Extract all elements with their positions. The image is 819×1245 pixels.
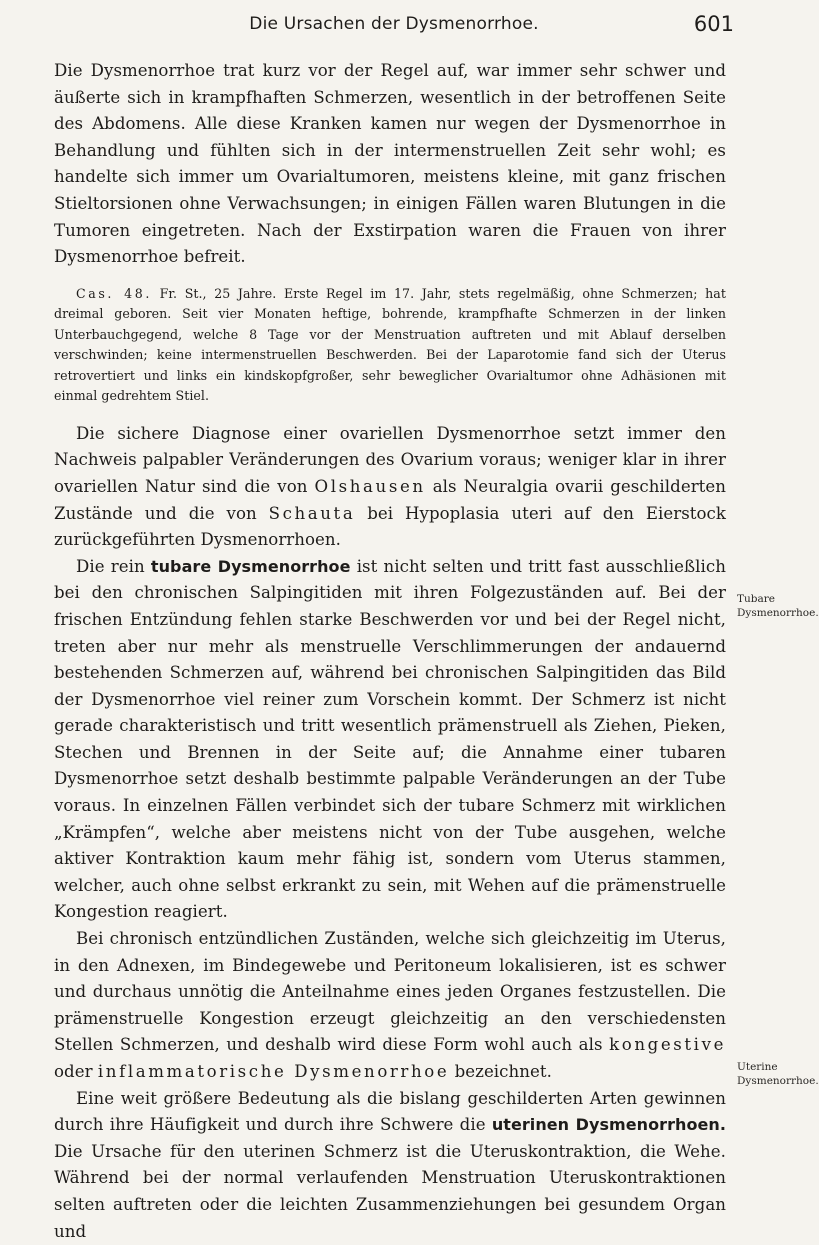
author-olshausen: Olshausen	[314, 476, 426, 496]
term-inflammatorische: inflammatorische Dysmenorrhoe	[97, 1062, 450, 1081]
running-header	[54, 14, 734, 42]
margin-note-tubare: Tubare Dysmenorrhoe.	[737, 593, 819, 619]
paragraph-tubal-dysmenorrhea: Die rein tubare Dysmenorrhoe ist nicht selten und tritt fast ausschließlich bei den chronischen Salpingitiden mit ihren Folgezuständen auf. Bei der frischen Entzündung fehlen starke Beschwerden vor und bei der Regel nicht, treten aber nur mehr als menstruelle Verschlimmerungen der andauernd bestehenden Schmerzen auf, während bei chronischen Salpingitiden das Bild der Dysmenorrhoe viel reiner zum Vorschein kommt. Der Schmerz ist nicht gerade charakteristisch und tritt wesentlich prämenstruell als Ziehen, Pieken, Stechen und Brennen in der Seite auf; die Annahme einer tubaren Dysmenorrhoe setzt deshalb bestimmte palpable Veränderungen an der Tube voraus. In einzelnen Fällen verbindet sich der tubare Schmerz mit wirklichen „Krämpfen“, welche aber meistens nicht von der Tube ausgehen, welche aktiver Kontraktion kaum mehr fähig ist, sondern vom Uterus stammen, welcher, auch ohne selbst erkrankt zu sein, mit Wehen auf die prämenstruelle Kongestion reagiert.	[54, 556, 726, 922]
term-tubare-dysmenorrhoe: tubare Dysmenorrhoe	[150, 556, 351, 576]
case-report-48	[54, 284, 726, 407]
paragraph-uterine-dysmenorrhea: Eine weit größere Bedeutung als die bislang geschilderten Arten gewinnen durch ihre Häufigkeit und durch ihre Schwere die uterinen Dysmenorrhoen. Die Ursache für den uterinen Schmerz ist die Uteruskontraktion, die Wehe. Während bei der normal verlaufenden Menstruation Uteruskontraktionen selten auftreten oder die leichten Zusammenziehungen bei gesundem Organ und	[54, 1088, 726, 1241]
term-kongestive: kongestive	[609, 1035, 726, 1055]
paragraph-ovarian-diagnosis: Die sichere Diagnose einer ovariellen Dysmenorrhoe setzt immer den Nachweis palpabler Veränderungen des Ovarium voraus; weniger klar in ihrer ovariellen Natur sind die von Olshausen als Neuralgia ovarii geschilderten Zustände und die von Schauta bei Hypoplasia uteri auf den Eierstock zurückgeführten Dysmenorrhoen.	[54, 423, 726, 550]
paragraph-ovarial-tumors: Die Dysmenorrhoe trat kurz vor der Regel auf, war immer sehr schwer und äußerte sich in krampfhaften Schmerzen, wesentlich in der betroffenen Seite des Abdomens. Alle diese Kranken kamen nur wegen der Dysmenorrhoe in Behandlung und fühlten sich in der intermenstruellen Zeit sehr wohl; es handelte sich immer um Ovarialtumoren, meistens kleine, mit ganz frischen Stieltorsionen ohne Verwachsungen; in einigen Fällen waren Blutungen in die Tumoren eingetreten. Nach der Exstirpation waren die Frauen von ihrer Dysmenorrhoe befreit.	[54, 61, 726, 267]
paragraph-congestive-dysmenorrhea: Bei chronisch entzündlichen Zuständen, welche sich gleichzeitig im Uterus, in den Adnexen, im Bindegewebe und Peritoneum lokalisieren, ist es schwer und durchaus unnötig die Anteilnahme eines jeden Organes festzustellen. Die prämenstruelle Kongestion erzeugt gleichzeitig an den verschiedensten Stellen Schmerzen, und deshalb wird diese Form wohl auch als kongestive oder inflammatorische Dysmenorrhoe bezeichnet.	[54, 929, 726, 1081]
running-title: Die Ursachen der Dysmenorrhoe.	[249, 14, 539, 34]
term-uterinen-dysmenorrhoen: uterinen Dysmenorrhoen.	[491, 1115, 726, 1135]
page-number: 601	[693, 12, 734, 36]
case-label: Cas. 48.	[76, 285, 152, 301]
margin-note-uterine: Uterine Dysmenorrhoe.	[737, 1061, 819, 1087]
author-schauta: Schauta	[268, 503, 356, 523]
page-body	[54, 58, 726, 1245]
case-text: Fr. St., 25 Jahre. Erste Regel im 17. Jahr, stets regelmäßig, ohne Schmerzen; hat dreimal geboren. Seit vier Monaten heftige, bohrende, krampfhafte Schmerzen in der linken Unterbauchgegend, welche 8 Tage vor der Menstruation auftreten und mit Ablauf derselben verschwinden; keine intermenstruellen Beschwerden. Bei der Laparotomie fand sich der Uterus retrovertiert und links ein kindskopfgroßer, sehr beweglicher Ovarialtumor ohne Adhäsionen mit einmal gedrehtem Stiel.	[54, 285, 726, 404]
